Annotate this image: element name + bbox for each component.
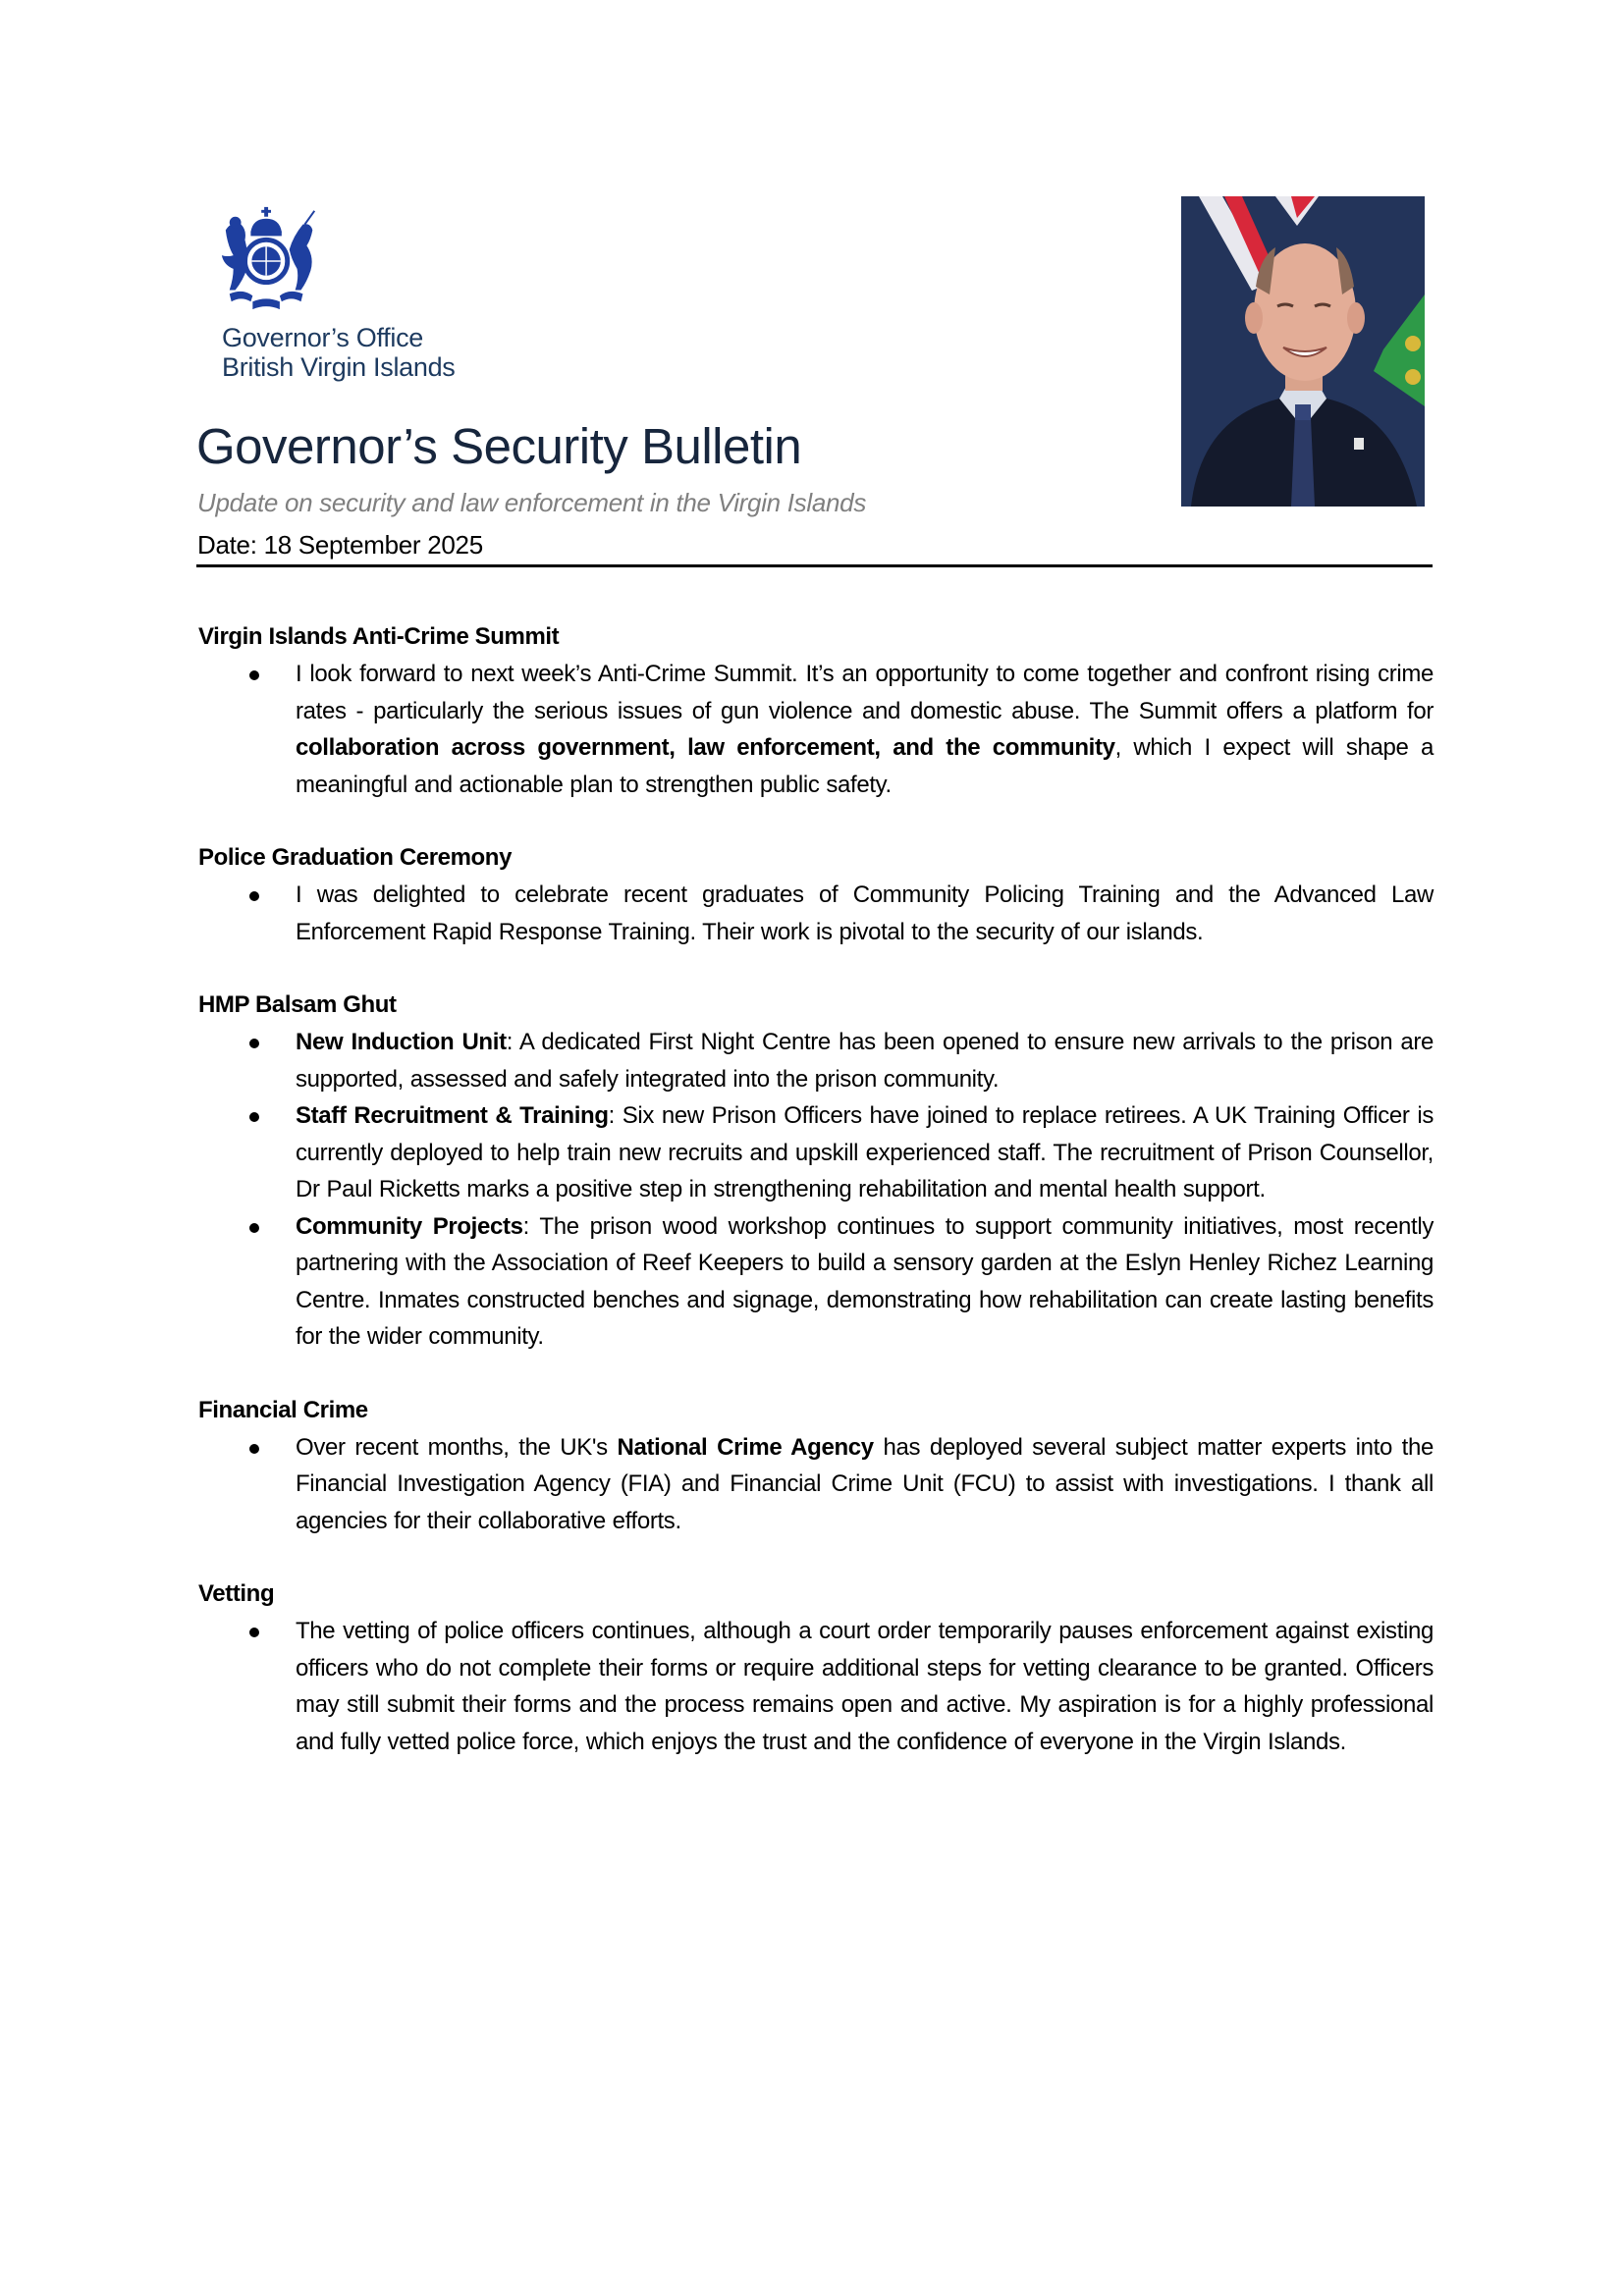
section-heading: Police Graduation Ceremony [198, 844, 513, 871]
section-heading: Virgin Islands Anti-Crime Summit [198, 623, 560, 650]
section-vetting [196, 1575, 1434, 1760]
page-subtitle: Update on security and law enforcement in the Virgin Islands [197, 488, 867, 517]
section-financial-crime [196, 1392, 1434, 1540]
text-run: The vetting of police officers continues, although a court order temporarily pauses enforcement against existing officers who do not complete their forms or require additional steps for vetting clearance to be granted. Officers may still submit their forms and the process remains open and active. My aspiration is for a highly professional and fully vetted police force, which enjoys the trust and the confidence of everyone in the Virgin Islands. [296, 1618, 1434, 1755]
text-run: has deployed several subject matter experts into the Financial Investigation Agency (FIA) and Financial Crime Unit (FCU) to assist with investigations. I thank all agencies for their collaborative efforts. [296, 1433, 1434, 1534]
section-hmp-balsam-ghut [196, 987, 1434, 1356]
header-divider [196, 564, 1433, 567]
bullet-list [196, 656, 1434, 803]
bullet-item [196, 877, 1434, 950]
bullet-item [196, 1613, 1434, 1760]
section-heading: Financial Crime [198, 1396, 368, 1423]
logo-text-office: Governor’s Office [222, 323, 423, 352]
bulletin-date: Date: 18 September 2025 [197, 530, 483, 560]
bullet-icon [249, 1223, 259, 1233]
bold-text-run: Staff Recruitment & Training [296, 1102, 609, 1129]
text-run: : Six new Prison Officers have joined to replace retirees. A UK Training Officer is currently deployed to help train new recruits and upskill experienced staff. The recruitment of Prison Counsellor, Dr Paul Ricketts marks a positive step in strengthening rehabilitation and mental health support. [296, 1102, 1434, 1202]
bullet-list [196, 1613, 1434, 1760]
bullet-item [196, 656, 1434, 803]
section-anti-crime-summit [196, 618, 1434, 803]
text-run: I look forward to next week’s Anti-Crime Summit. It’s an opportunity to come together and confront rising crime rates - particularly the serious issues of gun violence and domestic abuse. The Summit offers a platform for [296, 661, 1434, 724]
section-police-graduation [196, 839, 1434, 950]
page-title: Governor’s Security Bulletin [196, 418, 802, 474]
governors-office-logo [214, 201, 479, 388]
logo-text-territory: British Virgin Islands [222, 352, 456, 382]
bold-text-run: National Crime Agency [617, 1433, 874, 1461]
royal-coat-of-arms-icon [214, 201, 330, 317]
portrait-image [1181, 196, 1425, 507]
bullet-item-induction-unit [196, 1024, 1434, 1097]
text-run: : A dedicated First Night Centre has been opened to ensure new arrivals to the prison are supported, assessed and safely integrated into the prison community. [296, 1029, 1435, 1093]
section-heading: HMP Balsam Ghut [198, 991, 397, 1018]
bullet-icon [249, 1112, 259, 1122]
bullet-icon [249, 891, 259, 901]
bullet-item [196, 1429, 1434, 1540]
bullet-list [196, 877, 1434, 950]
bullet-item-community-projects [196, 1208, 1434, 1356]
bold-text-run: New Induction Unit [296, 1029, 507, 1055]
governor-portrait-photo [1181, 196, 1425, 507]
section-heading: Vetting [198, 1580, 275, 1607]
bullet-icon [249, 1039, 259, 1048]
bullet-icon [249, 1628, 259, 1637]
bullet-icon [249, 1444, 259, 1454]
bullet-list [196, 1429, 1434, 1540]
bold-text-run: Community Projects [296, 1212, 523, 1240]
bullet-item-staff-recruitment [196, 1097, 1434, 1208]
text-run: : The prison wood workshop continues to support community initiatives, most recently partnering with the Association of Reef Keepers to build a sensory garden at the Eslyn Henley Richez Learning Centre. Inmates constructed benches and signage, demonstrating how rehabilitation can create lasting benefits for the wider community. [296, 1212, 1434, 1350]
text-run: , which I expect will shape a meaningful and actionable plan to strengthen public safety. [296, 734, 1435, 798]
bullet-list [196, 1024, 1434, 1356]
bullet-icon [249, 670, 259, 680]
text-run: Over recent months, the UK's [296, 1433, 618, 1461]
bulletin-content [196, 618, 1434, 1796]
bold-text-run: collaboration across government, law enforcement, and the community [296, 734, 1115, 761]
text-run: I was delighted to celebrate recent graduates of Community Policing Training and the Advanced Law Enforcement Rapid Response Training. Their work is pivotal to the security of our islands. [296, 881, 1434, 945]
